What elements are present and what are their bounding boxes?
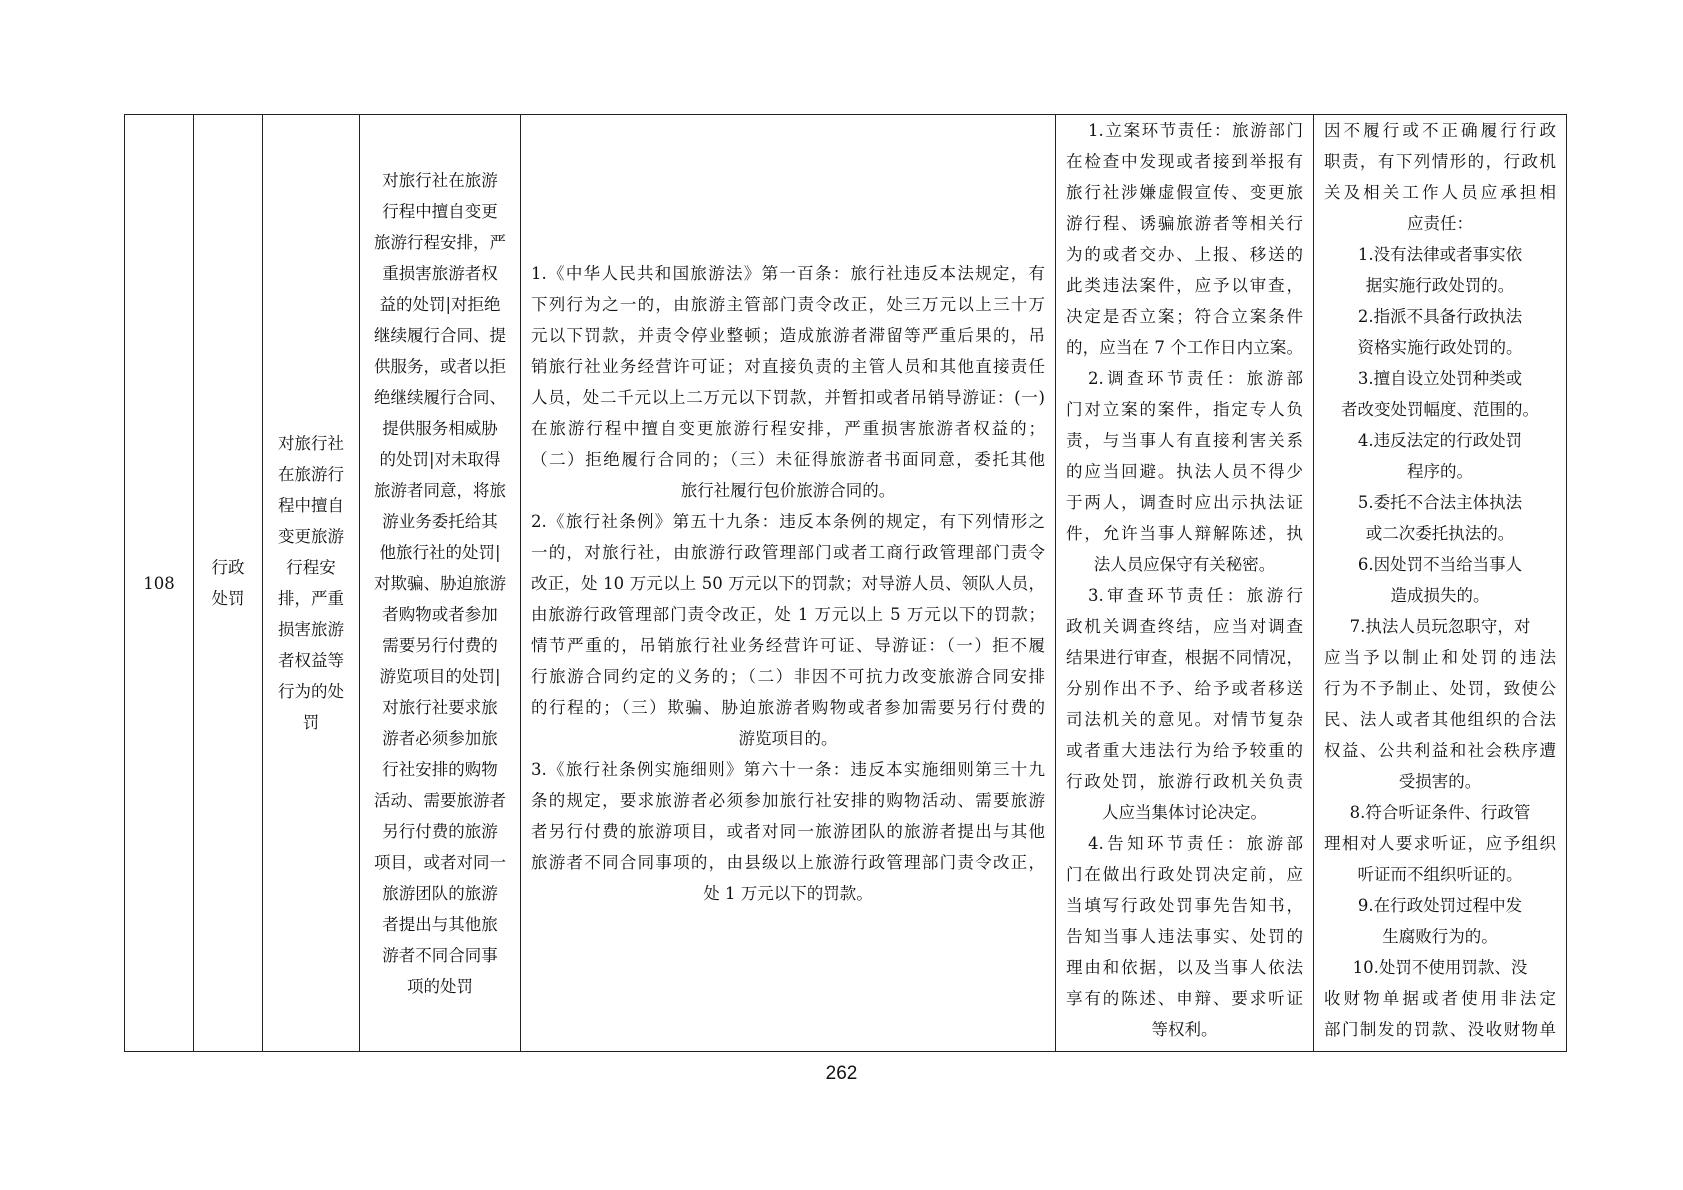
- duty-line: 在检查中发现或者接到举报有: [1066, 152, 1303, 171]
- sub-item-line: 项的处罚: [407, 976, 473, 996]
- legal-basis-line: 情节严重的，吊销旅行社业务经营许可证、导游证：（一）拒不履: [531, 635, 1045, 655]
- category-line: 处罚: [211, 589, 245, 608]
- accountability-line: 生腐败行为的。: [1382, 927, 1498, 946]
- accountability-line: 6.因处罚不当给当事人: [1357, 555, 1523, 574]
- legal-basis-cell: [521, 115, 1056, 1052]
- item-name-line: 在旅游行: [278, 465, 344, 484]
- item-name-line: 行程安: [286, 558, 336, 577]
- legal-basis-line: 由旅游行政管理部门责令改正，处 1 万元以上 5 万元以下的罚款；: [531, 604, 1045, 624]
- accountability-line: 据实施行政处罚的。: [1365, 276, 1515, 295]
- accountability-line: 资格实施行政处罚的。: [1357, 338, 1523, 357]
- accountability-text: [1314, 115, 1566, 1045]
- category-line: 行政: [211, 558, 245, 577]
- item-name-line: 者权益等: [278, 651, 344, 670]
- item-name-text: [263, 428, 359, 738]
- sub-item-line: 供服务，或者以拒: [374, 356, 506, 376]
- penalty-table: [124, 114, 1567, 1052]
- legal-basis-line: 3.《旅行社条例实施细则》第六十一条：违反本实施细则第三十九: [531, 759, 1045, 779]
- legal-basis-line: 销旅行社业务经营许可证；对直接负责的主管人员和其他直接责任: [531, 356, 1045, 376]
- accountability-line: 3.擅自设立处罚种类或: [1357, 369, 1523, 388]
- duty-line: 游行程、诱骗旅游者等相关行: [1066, 214, 1303, 233]
- duty-line: 行政处罚，旅游行政机关负责: [1066, 772, 1303, 791]
- sub-item-line: 绝继续履行合同、: [374, 387, 506, 407]
- duty-line: 或者重大违法行为给予较重的: [1066, 741, 1303, 760]
- accountability-line: 4.违反法定的行政处罚: [1357, 431, 1523, 450]
- duty-line: 于两人，调查时应出示执法证: [1066, 493, 1303, 512]
- accountability-line: 1.没有法律或者事实依: [1357, 245, 1523, 264]
- legal-basis-line: 人员，处二千元以上二万元以下罚款，并暂扣或者吊销导游证：(一): [531, 387, 1045, 407]
- duty-line: 4.告知环节责任：旅游部: [1088, 834, 1303, 853]
- item-name-line: 程中擅自: [278, 496, 344, 515]
- sub-item-text: [360, 165, 520, 1002]
- legal-basis-line: 行旅游合同约定的义务的；（二）非因不可抗力改变旅游合同安排: [531, 666, 1045, 686]
- legal-basis-line: 旅行社履行包价旅游合同的。: [680, 480, 896, 500]
- sub-item-line: 者购物或者参加: [382, 604, 498, 624]
- duty-line: 门在做出行政处罚决定前，应: [1066, 865, 1303, 884]
- item-name-line: 变更旅游: [278, 527, 344, 546]
- legal-basis-line: 一的，对旅行社，由旅游行政管理部门或者工商行政管理部门责令: [531, 542, 1045, 562]
- row-number-cell: [125, 115, 194, 1052]
- sub-item-line: 另行付费的旅游: [382, 821, 498, 841]
- accountability-line: 权益、公共利益和社会秩序遭: [1324, 741, 1556, 760]
- sub-item-line: 游者不同合同事: [382, 945, 498, 965]
- legal-basis-line: 在旅游行程中擅自变更旅游行程安排，严重损害旅游者权益的；: [531, 418, 1045, 438]
- accountability-line: 8.符合听证条件、行政管: [1349, 803, 1531, 822]
- duty-line: 人应当集体讨论决定。: [1102, 803, 1267, 822]
- duty-line: 2.调查环节责任：旅游部: [1088, 369, 1303, 388]
- legal-basis-line: 游览项目的。: [738, 728, 838, 748]
- accountability-line: 因不履行或不正确履行行政: [1324, 121, 1556, 140]
- accountability-line: 5.委托不合法主体执法: [1357, 493, 1523, 512]
- duty-line: 结果进行审查，根据不同情况，: [1066, 648, 1303, 667]
- duty-line: 享有的陈述、申辩、要求听证: [1066, 989, 1303, 1008]
- duty-line: 旅行社涉嫌虚假宣传、变更旅: [1066, 183, 1303, 202]
- sub-item-line: 益的处罚|对拒绝: [379, 294, 501, 314]
- sub-item-line: 行程中擅自变更: [382, 201, 498, 221]
- sub-item-line: 需要另行付费的: [382, 635, 498, 655]
- sub-item-line: 旅游行程安排，严: [374, 232, 506, 252]
- duty-line: 的应当回避。执法人员不得少: [1066, 462, 1303, 481]
- accountability-line: 7.执法人员玩忽职守，对: [1349, 617, 1531, 636]
- duty-cell: [1056, 115, 1314, 1052]
- sub-item-line: 重损害旅游者权: [382, 263, 498, 283]
- sub-item-line: 游览项目的处罚|: [379, 666, 501, 686]
- legal-basis-line: 1.《中华人民共和国旅游法》第一百条：旅行社违反本法规定，有: [531, 263, 1045, 283]
- legal-basis-line: 元以下罚款，并责令停业整顿；造成旅游者滞留等严重后果的，吊: [531, 325, 1045, 345]
- sub-item-line: 的处罚|对未取得: [379, 449, 501, 469]
- item-name-line: 行为的处: [278, 682, 344, 701]
- accountability-cell: [1314, 115, 1567, 1052]
- duty-line: 告知当事人违法事实、处罚的: [1066, 927, 1303, 946]
- duty-line: 法人员应保守有关秘密。: [1093, 555, 1276, 574]
- legal-basis-line: 处 1 万元以下的罚款。: [703, 883, 873, 903]
- accountability-line: 部门制发的罚款、没收财物单: [1324, 1020, 1556, 1039]
- legal-basis-line: 旅游者不同合同事项的，由县级以上旅游行政管理部门责令改正，: [531, 852, 1045, 872]
- duty-line: 件，允许当事人辩解陈述，执: [1066, 524, 1303, 543]
- legal-basis-text: [521, 258, 1055, 909]
- item-name-line: 对旅行社: [278, 434, 344, 453]
- duty-line: 理由和依据，以及当事人依法: [1066, 958, 1303, 977]
- sub-item-line: 游业务委托给其: [382, 511, 498, 531]
- sub-item-line: 对欺骗、胁迫旅游: [374, 573, 506, 593]
- sub-item-line: 提供服务相威胁: [382, 418, 498, 438]
- legal-basis-line: 者另行付费的旅游项目，或者对同一旅游团队的旅游者提出与其他: [531, 821, 1045, 841]
- sub-item-line: 项目，或者对同一: [374, 852, 506, 872]
- accountability-line: 或二次委托执法的。: [1365, 524, 1515, 543]
- row-number: 108: [143, 573, 175, 593]
- category-text: [194, 552, 262, 614]
- duty-line: 的，应当在 7 个工作日内立案。: [1066, 338, 1303, 357]
- duty-line: 3.审查环节责任：旅游行: [1088, 586, 1303, 605]
- legal-basis-line: 下列行为之一的，由旅游主管部门责令改正，处三万元以上三十万: [531, 294, 1045, 314]
- accountability-line: 者改变处罚幅度、范围的。: [1341, 400, 1539, 419]
- sub-item-line: 对旅行社在旅游: [382, 170, 498, 190]
- duty-text: [1056, 115, 1313, 1045]
- sub-item-line: 他旅行社的处罚|: [379, 542, 501, 562]
- duty-line: 门对立案的案件，指定专人负: [1066, 400, 1303, 419]
- accountability-line: 理相对人要求听证，应予组织: [1324, 834, 1556, 853]
- item-name-line: 排，严重: [278, 589, 344, 608]
- duty-line: 1.立案环节责任：旅游部门: [1088, 121, 1303, 140]
- sub-item-line: 行社安排的购物: [382, 759, 498, 779]
- duty-line: 等权利。: [1151, 1020, 1218, 1039]
- duty-line: 司法机关的意见。对情节复杂: [1066, 710, 1303, 729]
- category-cell: [194, 115, 263, 1052]
- duty-line: 分别作出不予、给予或者移送: [1066, 679, 1303, 698]
- accountability-line: 2.指派不具备行政执法: [1357, 307, 1523, 326]
- accountability-line: 应当予以制止和处罚的违法: [1324, 648, 1556, 667]
- duty-line: 政机关调查终结，应当对调查: [1066, 617, 1303, 636]
- duty-line: 责，与当事人有直接利害关系: [1066, 431, 1303, 450]
- legal-basis-line: 2.《旅行社条例》第五十九条：违反本条例的规定，有下列情形之: [531, 511, 1045, 531]
- accountability-line: 程序的。: [1407, 462, 1473, 481]
- sub-item-cell: [360, 115, 521, 1052]
- legal-basis-line: 条的规定，要求旅游者必须参加旅行社安排的购物活动、需要旅游: [531, 790, 1045, 810]
- accountability-line: 9.在行政处罚过程中发: [1357, 896, 1523, 915]
- sub-item-line: 旅游团队的旅游: [382, 883, 498, 903]
- accountability-line: 民、法人或者其他组织的合法: [1324, 710, 1556, 729]
- table-row: [125, 115, 1567, 1052]
- sub-item-line: 者提出与其他旅: [382, 914, 498, 934]
- duty-line: 决定是否立案；符合立案条件: [1066, 307, 1303, 326]
- duty-line: 此类违法案件，应予以审查，: [1066, 276, 1303, 295]
- legal-basis-line: 改正，处 10 万元以上 50 万元以下的罚款；对导游人员、领队人员，: [531, 573, 1045, 593]
- accountability-line: 受损害的。: [1398, 772, 1482, 791]
- legal-basis-line: 的行程的；（三）欺骗、胁迫旅游者购物或者参加需要另行付费的: [531, 697, 1045, 717]
- accountability-line: 10.处罚不使用罚款、没: [1352, 958, 1528, 977]
- legal-basis-line: （二）拒绝履行合同的；（三）未征得旅游者书面同意，委托其他: [531, 449, 1045, 469]
- accountability-line: 职责，有下列情形的，行政机: [1324, 152, 1556, 171]
- accountability-line: 行为不予制止、处罚，致使公: [1324, 679, 1556, 698]
- sub-item-line: 对旅行社要求旅: [382, 697, 498, 717]
- duty-line: 为的或者交办、上报、移送的: [1066, 245, 1303, 264]
- item-name-cell: [263, 115, 360, 1052]
- accountability-line: 造成损失的。: [1390, 586, 1490, 605]
- sub-item-line: 继续履行合同、提: [374, 325, 506, 345]
- sub-item-line: 活动、需要旅游者: [374, 790, 506, 810]
- accountability-line: 收财物单据或者使用非法定: [1324, 989, 1556, 1008]
- accountability-line: 听证而不组织听证的。: [1357, 865, 1523, 884]
- duty-line: 当填写行政处罚事先告知书，: [1066, 896, 1303, 915]
- sub-item-line: 旅游者同意，将旅: [374, 480, 506, 500]
- accountability-line: 关及相关工作人员应承担相: [1324, 183, 1556, 202]
- page-number: 262: [825, 1063, 858, 1084]
- accountability-line: 应责任：: [1407, 214, 1473, 233]
- item-name-line: 罚: [302, 713, 320, 732]
- item-name-line: 损害旅游: [278, 620, 344, 639]
- sub-item-line: 游者必须参加旅: [382, 728, 498, 748]
